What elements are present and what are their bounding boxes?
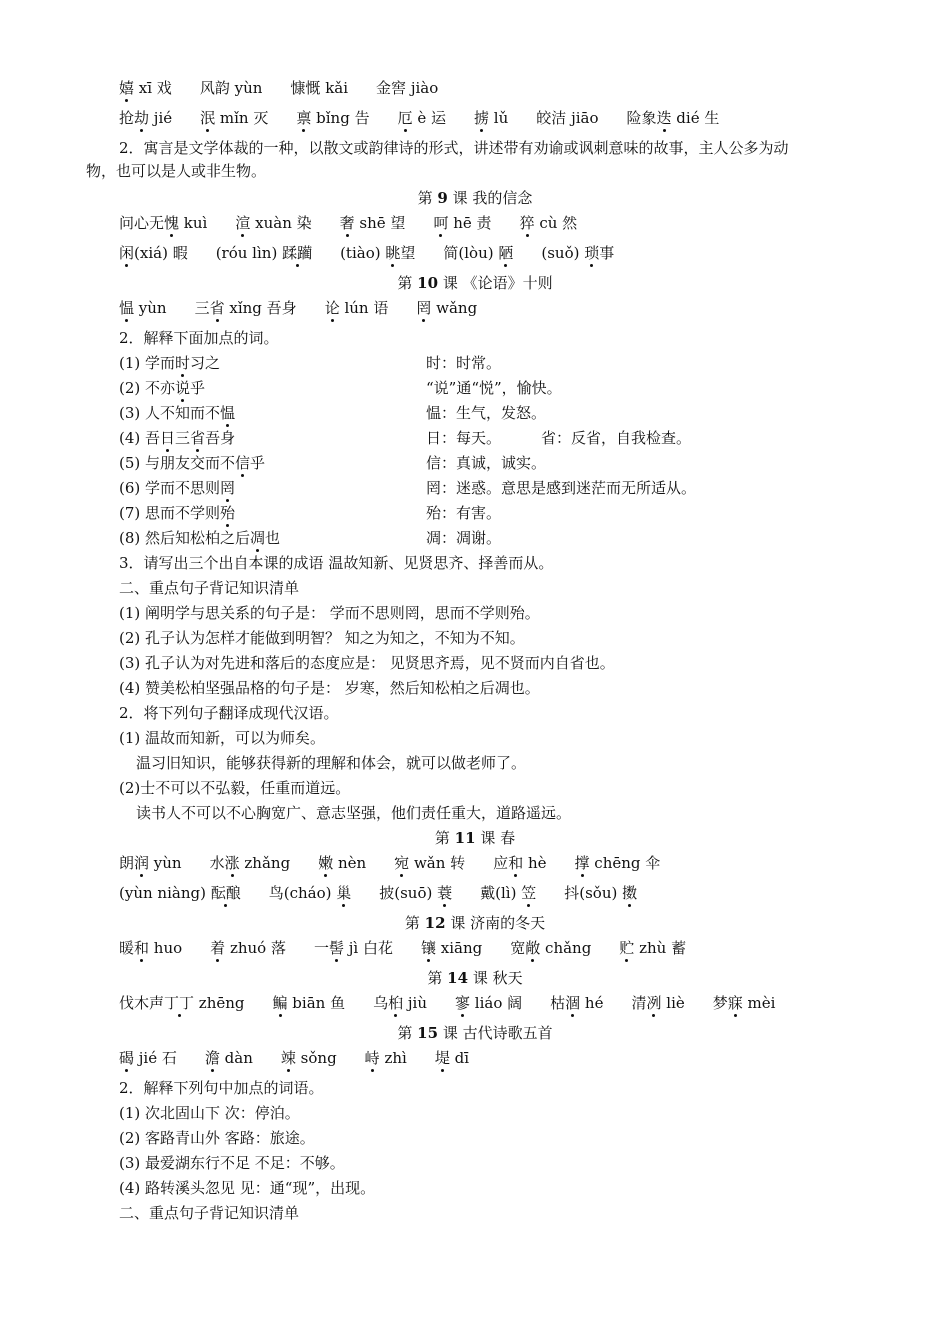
dotted-char: 嫩 — [318, 854, 334, 872]
explain-row — [119, 478, 819, 498]
text-run: zhǎng — [239, 854, 291, 872]
pinyin-item — [200, 78, 263, 98]
dotted-char: 渲 — [235, 214, 251, 232]
text-run: 皎 — [536, 109, 552, 127]
dotted-char: 峙 — [364, 1049, 380, 1067]
text-line: 2．解释下面加点的词。 — [119, 329, 279, 347]
pinyin-item — [119, 938, 182, 958]
text-run: 乎 — [250, 454, 266, 472]
text-run: è 运 — [412, 109, 447, 127]
dotted-char: 掳 — [474, 109, 490, 127]
dotted-char: 厄 — [397, 109, 413, 127]
dotted-char: 桕 — [388, 994, 404, 1012]
explain-question — [119, 479, 235, 497]
explain-question — [119, 404, 235, 422]
pinyin-item — [119, 1048, 177, 1068]
dotted-char: 和 — [134, 939, 150, 957]
text-run: zhì — [379, 1049, 407, 1067]
dotted-char: 眺 — [385, 244, 401, 262]
text-run: jiāo — [566, 109, 599, 127]
heading-prefix: 第 — [404, 914, 425, 932]
text-run: huo — [149, 939, 183, 957]
text-run: zhēng — [194, 994, 245, 1012]
dotted-char: 髻 — [328, 939, 344, 957]
dotted-char: 寐 — [727, 994, 743, 1012]
text-run: (7) 思而不学则 — [119, 504, 221, 522]
text-run: jiào — [406, 79, 439, 97]
text-run: 风韵 — [199, 79, 230, 97]
pinyin-item — [290, 78, 348, 98]
text-run: xuàn 染 — [250, 214, 312, 232]
lesson-number: 11 — [454, 829, 476, 847]
dotted-char: 寥 — [455, 994, 471, 1012]
dotted-char: 省 — [190, 429, 206, 447]
text-line: (4) 路转溪头忽见 见：通“现”，出现。 — [119, 1179, 376, 1197]
text-run: wǎng — [431, 299, 478, 317]
text-run: jié — [149, 109, 173, 127]
pinyin-item — [210, 938, 286, 958]
heading-prefix: 第 — [397, 1024, 418, 1042]
explain-row — [119, 353, 819, 373]
pinyin-item — [564, 883, 637, 903]
explain-row — [119, 428, 819, 448]
dotted-char: 凋 — [250, 529, 266, 547]
text-run: kǎi — [320, 79, 349, 97]
lesson-number: 10 — [417, 274, 439, 292]
text-run: 三 — [194, 299, 210, 317]
dotted-char: 着 — [210, 939, 226, 957]
text-run: hé — [580, 994, 604, 1012]
text-line: 二、重点句子背记知识清单 — [119, 579, 300, 597]
text-run: liáo 阔 — [470, 994, 523, 1012]
text-run: 习之 — [190, 354, 221, 372]
pinyin-item — [216, 243, 312, 263]
text-run: cù 然 — [534, 214, 578, 232]
dotted-char: 愧 — [164, 214, 180, 232]
pinyin-item — [210, 853, 291, 873]
text-run: 暖 — [119, 939, 135, 957]
explain-question — [119, 504, 235, 522]
pinyin-item — [493, 853, 546, 873]
pinyin-row — [119, 883, 637, 903]
text-line: (3) 孔子认为对先进和落后的态度应是： 见贤思齐焉，见不贤而内自省也。 — [119, 654, 615, 672]
text-run: 抢 — [119, 109, 135, 127]
text-run: jì 白花 — [344, 939, 393, 957]
dotted-char: 泯 — [200, 109, 216, 127]
heading-title: 课 我的信念 — [447, 189, 533, 207]
dotted-char: 愠 — [220, 404, 236, 422]
dotted-char: 愠 — [119, 299, 135, 317]
text-run: jiù — [403, 994, 427, 1012]
pinyin-row — [119, 243, 614, 263]
pinyin-item — [119, 993, 245, 1013]
pinyin-row — [119, 298, 477, 318]
dotted-char: 禀 — [296, 109, 312, 127]
explain-row — [119, 378, 819, 398]
pinyin-item — [373, 993, 427, 1013]
explain-row — [119, 503, 819, 523]
text-run: 鸟(cháo) — [268, 884, 337, 902]
text-run: (6) 学而不思则 — [119, 479, 221, 497]
dotted-char: 涸 — [565, 994, 581, 1012]
text-run: 望 — [400, 244, 416, 262]
explain-question — [119, 529, 280, 547]
dotted-char: 劫 — [134, 109, 150, 127]
dotted-char: 涨 — [224, 854, 240, 872]
text-run: xī 戏 — [134, 79, 172, 97]
dotted-char: 丁丁 — [164, 994, 195, 1012]
pinyin-item — [119, 853, 182, 873]
text-line: 温习旧知识，能够获得新的理解和体会，就可以做老师了。 — [136, 754, 527, 772]
pinyin-item — [433, 213, 491, 233]
pinyin-item — [421, 938, 482, 958]
dotted-char: 信 — [235, 454, 251, 472]
explain-row — [119, 528, 819, 548]
dotted-char: 酝酿 — [210, 884, 241, 902]
pinyin-item — [119, 108, 172, 128]
text-line: 2．解释下列句中加点的词语。 — [119, 1079, 324, 1097]
lesson-heading — [0, 913, 950, 933]
lesson-heading — [0, 828, 950, 848]
lesson-number: 9 — [437, 189, 448, 207]
text-run: 应 — [493, 854, 509, 872]
pinyin-item — [195, 298, 297, 318]
answer-text-2: 省：反省，自我检查。 — [541, 429, 692, 447]
text-line: (3) 最爱湖东行不足 不足：不够。 — [119, 1154, 345, 1172]
dotted-char: 撑 — [574, 854, 590, 872]
text-line: 二、重点句子背记知识清单 — [119, 1204, 300, 1222]
pinyin-item — [379, 883, 452, 903]
pinyin-row — [119, 938, 686, 958]
text-run: 慷慨 — [290, 79, 321, 97]
text-run: yùn — [134, 299, 167, 317]
text-line: (2) 孔子认为怎样才能做到明智？ 知之为知之，不知为不知。 — [119, 629, 525, 647]
explain-answer — [426, 378, 562, 398]
text-run: 宽 — [510, 939, 526, 957]
answer-text: 愠：生气，发怒。 — [426, 404, 547, 422]
text-run: biān 鱼 — [287, 994, 346, 1012]
text-run: (róu lìn) — [215, 244, 283, 262]
pinyin-item — [119, 883, 241, 903]
text-run: 险象 — [626, 109, 657, 127]
text-run: (xiá) 暇 — [134, 244, 188, 262]
text-run: hē 责 — [448, 214, 492, 232]
lesson-number: 12 — [424, 914, 446, 932]
pinyin-item — [281, 1048, 337, 1068]
dotted-char: 擞 — [622, 884, 638, 902]
pinyin-item — [435, 1048, 469, 1068]
text-run: nèn — [333, 854, 367, 872]
dotted-char: 和 — [508, 854, 524, 872]
explain-answer — [426, 503, 501, 523]
dotted-char: 宛 — [394, 854, 410, 872]
text-run: (1) 学而 — [119, 354, 176, 372]
text-run: 戴(lì) — [480, 884, 522, 902]
text-run: wǎn 转 — [409, 854, 466, 872]
pinyin-row — [119, 108, 719, 128]
answer-text: 时：时常。 — [426, 354, 502, 372]
text-line: 读书人不可以不心胸宽广、意志坚强，他们责任重大，道路遥远。 — [136, 804, 572, 822]
dotted-char: 竦 — [280, 1049, 296, 1067]
text-run: 梦 — [712, 994, 728, 1012]
explain-question — [119, 429, 235, 447]
text-run: 伐木声 — [119, 994, 165, 1012]
text-run: sǒng — [295, 1049, 337, 1067]
explain-question — [119, 454, 265, 472]
dotted-char: 奢 — [339, 214, 355, 232]
explain-answer — [426, 428, 691, 448]
lesson-number: 15 — [417, 1024, 439, 1042]
text-line: 3．请写出三个出自本课的成语 温故知新、见贤思齐、择善而从。 — [119, 554, 554, 572]
text-line: (2)士不可以不弘毅，任重而道远。 — [119, 779, 351, 797]
pinyin-item — [575, 853, 661, 873]
pinyin-item — [340, 243, 415, 263]
pinyin-item — [119, 213, 207, 233]
pinyin-row — [119, 1048, 469, 1068]
pinyin-item — [443, 243, 513, 263]
pinyin-item — [340, 213, 406, 233]
text-run: 事 — [599, 244, 615, 262]
text-run: (3) 人不知而不 — [119, 404, 221, 422]
answer-text: 日：每天。 — [426, 429, 502, 447]
explain-answer — [426, 528, 501, 548]
dotted-char: 敞 — [525, 939, 541, 957]
pinyin-item — [205, 1048, 253, 1068]
text-run: 清 — [631, 994, 647, 1012]
pinyin-item — [619, 938, 686, 958]
dotted-char: 说 — [175, 379, 191, 397]
pinyin-item — [416, 298, 477, 318]
pinyin-item — [314, 938, 393, 958]
dotted-char: 蹂躏 — [282, 244, 313, 262]
pinyin-item — [273, 993, 346, 1013]
pinyin-item — [119, 243, 188, 263]
text-run: liè — [661, 994, 685, 1012]
text-run: (8) 然后知松柏之后 — [119, 529, 251, 547]
lesson-heading — [0, 1023, 950, 1043]
explain-question — [119, 379, 205, 397]
pinyin-item — [394, 853, 465, 873]
dotted-char: 日 — [160, 429, 176, 447]
text-run: 水 — [209, 854, 225, 872]
pinyin-row — [119, 993, 775, 1013]
dotted-char: 呵 — [433, 214, 449, 232]
text-line: (2) 客路青山外 客路：旅途。 — [119, 1129, 315, 1147]
text-run: lǔ — [489, 109, 509, 127]
text-run: mèi — [742, 994, 776, 1012]
answer-text: 罔：迷惑。意思是感到迷茫而无所适从。 — [426, 479, 697, 497]
heading-prefix: 第 — [434, 829, 455, 847]
answer-text: 殆：有害。 — [426, 504, 502, 522]
pinyin-item — [536, 108, 598, 128]
pinyin-item — [235, 213, 311, 233]
text-run: 一 — [313, 939, 329, 957]
text-run: jié 石 — [134, 1049, 177, 1067]
text-line: (1) 次北固山下 次：停泊。 — [119, 1104, 300, 1122]
text-line: (4) 赞美松柏坚强品格的句子是： 岁寒，然后知松柏之后凋也。 — [119, 679, 540, 697]
pinyin-item — [520, 213, 578, 233]
pinyin-item — [713, 993, 776, 1013]
text-line: 2．寓言是文学体裁的一种，以散文或韵律诗的形式，讲述带有劝谕或讽刺意味的故事，主人公多为动 — [119, 139, 789, 157]
lesson-heading — [0, 188, 950, 208]
text-run: xiāng — [436, 939, 483, 957]
dotted-char: 殆 — [220, 504, 236, 522]
text-run: 枯 — [550, 994, 566, 1012]
lesson-heading — [0, 273, 950, 293]
explain-answer — [426, 353, 501, 373]
text-run: lún 语 — [339, 299, 389, 317]
pinyin-item — [398, 108, 446, 128]
dotted-char: 琐 — [584, 244, 600, 262]
dotted-char: 澹 — [204, 1049, 220, 1067]
dotted-char: 鳊 — [272, 994, 288, 1012]
dotted-char: 嬉 — [119, 79, 135, 97]
lesson-heading — [0, 968, 950, 988]
pinyin-row — [119, 853, 660, 873]
heading-title: 课 《论语》十则 — [438, 274, 553, 292]
heading-title: 课 济南的冬天 — [445, 914, 546, 932]
explain-answer — [426, 478, 696, 498]
text-line: 物，也可以是人或非生物。 — [86, 162, 267, 180]
text-run: (yùn niàng) — [119, 884, 211, 902]
dotted-char: 罔 — [220, 479, 236, 497]
pinyin-item — [455, 993, 522, 1013]
text-run: (4) 吾 — [119, 429, 161, 447]
dotted-char: 陋 — [498, 244, 514, 262]
dotted-char: 蓑 — [437, 884, 453, 902]
text-line: (1) 阐明学与思关系的句子是： 学而不思则罔，思而不学则殆。 — [119, 604, 540, 622]
pinyin-item — [318, 853, 366, 873]
heading-prefix: 第 — [417, 189, 438, 207]
pinyin-item — [325, 298, 389, 318]
dotted-char: 猝 — [519, 214, 535, 232]
text-run: yùn — [229, 79, 263, 97]
pinyin-item — [365, 1048, 407, 1068]
explain-row — [119, 403, 819, 423]
pinyin-item — [627, 108, 720, 128]
pinyin-item — [474, 108, 508, 128]
text-run: 乎 — [190, 379, 206, 397]
text-run: (tiào) — [340, 244, 386, 262]
pinyin-item — [550, 993, 603, 1013]
dotted-char: 闲 — [119, 244, 135, 262]
text-run: chēng 伞 — [589, 854, 661, 872]
text-line: 2．将下列句子翻译成现代汉语。 — [119, 704, 339, 722]
dotted-char: 润 — [134, 854, 150, 872]
explain-answer — [426, 403, 546, 423]
text-run: (5) 与朋友交而不 — [119, 454, 236, 472]
text-run: 披(suō) — [379, 884, 438, 902]
pinyin-item — [119, 298, 167, 318]
dotted-char: 迭 — [656, 109, 672, 127]
heading-title: 课 秋天 — [468, 969, 523, 987]
text-run: 抖(sǒu) — [564, 884, 623, 902]
pinyin-item — [269, 883, 352, 903]
pinyin-item — [480, 883, 536, 903]
text-run: mǐn 灭 — [215, 109, 269, 127]
dotted-char: 论 — [324, 299, 340, 317]
dotted-char: 省 — [209, 299, 225, 317]
text-run: 乌 — [373, 994, 389, 1012]
pinyin-item — [631, 993, 684, 1013]
explain-answer — [426, 453, 546, 473]
pinyin-item — [296, 108, 369, 128]
text-run: dàn — [219, 1049, 253, 1067]
text-run: bǐng 告 — [311, 109, 370, 127]
text-run: 吾身 — [205, 429, 236, 447]
lesson-number: 14 — [447, 969, 469, 987]
explain-row — [119, 453, 819, 473]
dotted-char: 罔 — [416, 299, 432, 317]
text-run: hè — [523, 854, 547, 872]
text-run: (2) 不亦 — [119, 379, 176, 397]
pinyin-item — [510, 938, 591, 958]
text-run: (suǒ) — [541, 244, 585, 262]
dotted-char: 巢 — [336, 884, 352, 902]
dotted-char: 堤 — [434, 1049, 450, 1067]
dotted-char: 冽 — [646, 994, 662, 1012]
answer-text: “说”通“悦”，愉快。 — [426, 379, 562, 397]
heading-title: 课 春 — [475, 829, 516, 847]
dotted-char: 镶 — [421, 939, 437, 957]
dotted-char: 笠 — [521, 884, 537, 902]
text-run: yùn — [149, 854, 182, 872]
answer-text: 信：真诚，诚实。 — [426, 454, 547, 472]
pinyin-row — [119, 213, 577, 233]
text-line: (1) 温故而知新，可以为师矣。 — [119, 729, 326, 747]
heading-prefix: 第 — [427, 969, 448, 987]
text-run: 朗 — [119, 854, 135, 872]
text-run: shē 望 — [354, 214, 406, 232]
pinyin-item — [541, 243, 614, 263]
pinyin-row — [119, 78, 438, 98]
text-run: zhù 蓄 — [634, 939, 687, 957]
explain-question — [119, 354, 220, 372]
text-run: xǐng 吾身 — [224, 299, 297, 317]
text-run: dī — [449, 1049, 470, 1067]
heading-prefix: 第 — [397, 274, 418, 292]
dotted-char: 碣 — [119, 1049, 135, 1067]
dotted-char: 时 — [175, 354, 191, 372]
text-run: 问心无 — [119, 214, 165, 232]
text-run: 简(lòu) — [443, 244, 499, 262]
text-run: dié 生 — [671, 109, 720, 127]
text-run: zhuó 落 — [225, 939, 286, 957]
text-run: 也 — [265, 529, 281, 547]
answer-text: 凋：凋谢。 — [426, 529, 502, 547]
heading-title: 课 古代诗歌五首 — [438, 1024, 553, 1042]
dotted-char: 贮 — [619, 939, 635, 957]
pinyin-item — [119, 78, 172, 98]
text-run: 洁 — [551, 109, 567, 127]
text-run: kuì — [179, 214, 208, 232]
pinyin-item — [200, 108, 268, 128]
text-run: 三 — [175, 429, 191, 447]
pinyin-item — [376, 78, 438, 98]
text-run: chǎng — [540, 939, 592, 957]
text-run: 金窖 — [376, 79, 407, 97]
